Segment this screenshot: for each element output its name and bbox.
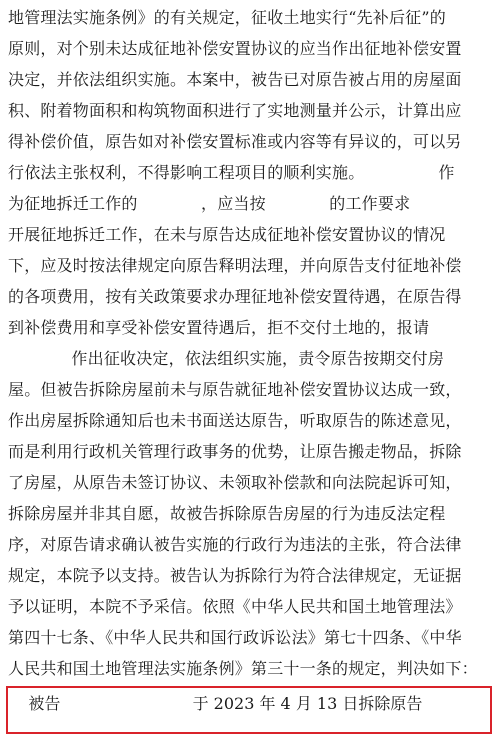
text-line: 得补偿价值，原告如对补偿安置标准或内容等有异议的，可以另 (8, 132, 462, 151)
text-line: 原则，对个别未达成征地补偿安置协议的应当作出征地补偿安置 (8, 39, 462, 58)
text-line: 作出房屋拆除通知后也未书面送达原告，听取原告的陈述意见， (8, 411, 462, 430)
text-line: 行依法主张权利，不得影响工程项目的顺利实施。 作 (8, 163, 455, 182)
text-line: 予以证明，本院不予采信。依照《中华人民共和国土地管理法》 (8, 597, 462, 616)
text-line: 作出征收决定，依法组织实施，责令原告按期交付房 (8, 349, 445, 368)
text-line: 开展征地拆迁工作，在未与原告达成征地补偿安置协议的情况 (8, 225, 446, 244)
text-line: 的各项费用，按有关政策要求办理征地补偿安置待遇，在原告得 (8, 287, 462, 306)
text-line: 到补偿费用和享受补偿安置待遇后，拒不交付土地的，报请 (8, 318, 430, 337)
text-line: 决定，并依法组织实施。本案中，被告已对原告被占用的房屋面 (8, 70, 462, 89)
text-line: 人民共和国土地管理法实施条例》第三十一条的规定，判决如下： (8, 659, 478, 678)
text-line: 而是利用行政机关管理行政事务的优势，让原告搬走物品，拆除 (8, 442, 462, 461)
text-line: 下，应及时按法律规定向原告释明法理，并向原告支付征地补偿 (8, 256, 462, 275)
text-line: 地管理法实施条例》的有关规定，征收土地实行“先补后征”的 (8, 8, 446, 27)
text-line: 拆除房屋并非其自愿，故被告拆除原告房屋的行为违反法定程 (8, 504, 446, 523)
text-line: 序，对原告请求确认被告实施的行政行为违法的主张，符合法律 (8, 535, 462, 554)
text-line: 积、附着物面积和构筑物面积进行了实地测量并公示，计算出应 (8, 101, 462, 120)
judgment-line: 被告 于 2023 年 4 月 13 日拆除原告 (8, 694, 423, 713)
text-line: 屋。但被告拆除房屋前未与原告就征地补偿安置协议达成一致， (8, 380, 462, 399)
text-line: 第四十七条、《中华人民共和国行政诉讼法》第七十四条、《中华 (8, 628, 462, 647)
text-line: 规定，本院予以支持。被告认为拆除行为符合法律规定，无证据 (8, 566, 462, 585)
text-line: 了房屋，从原告未签订协议、未领取补偿款和向法院起诉可知， (8, 473, 462, 492)
text-line: 为征地拆迁工作的 ，应当按 的工作要求 (8, 194, 411, 213)
